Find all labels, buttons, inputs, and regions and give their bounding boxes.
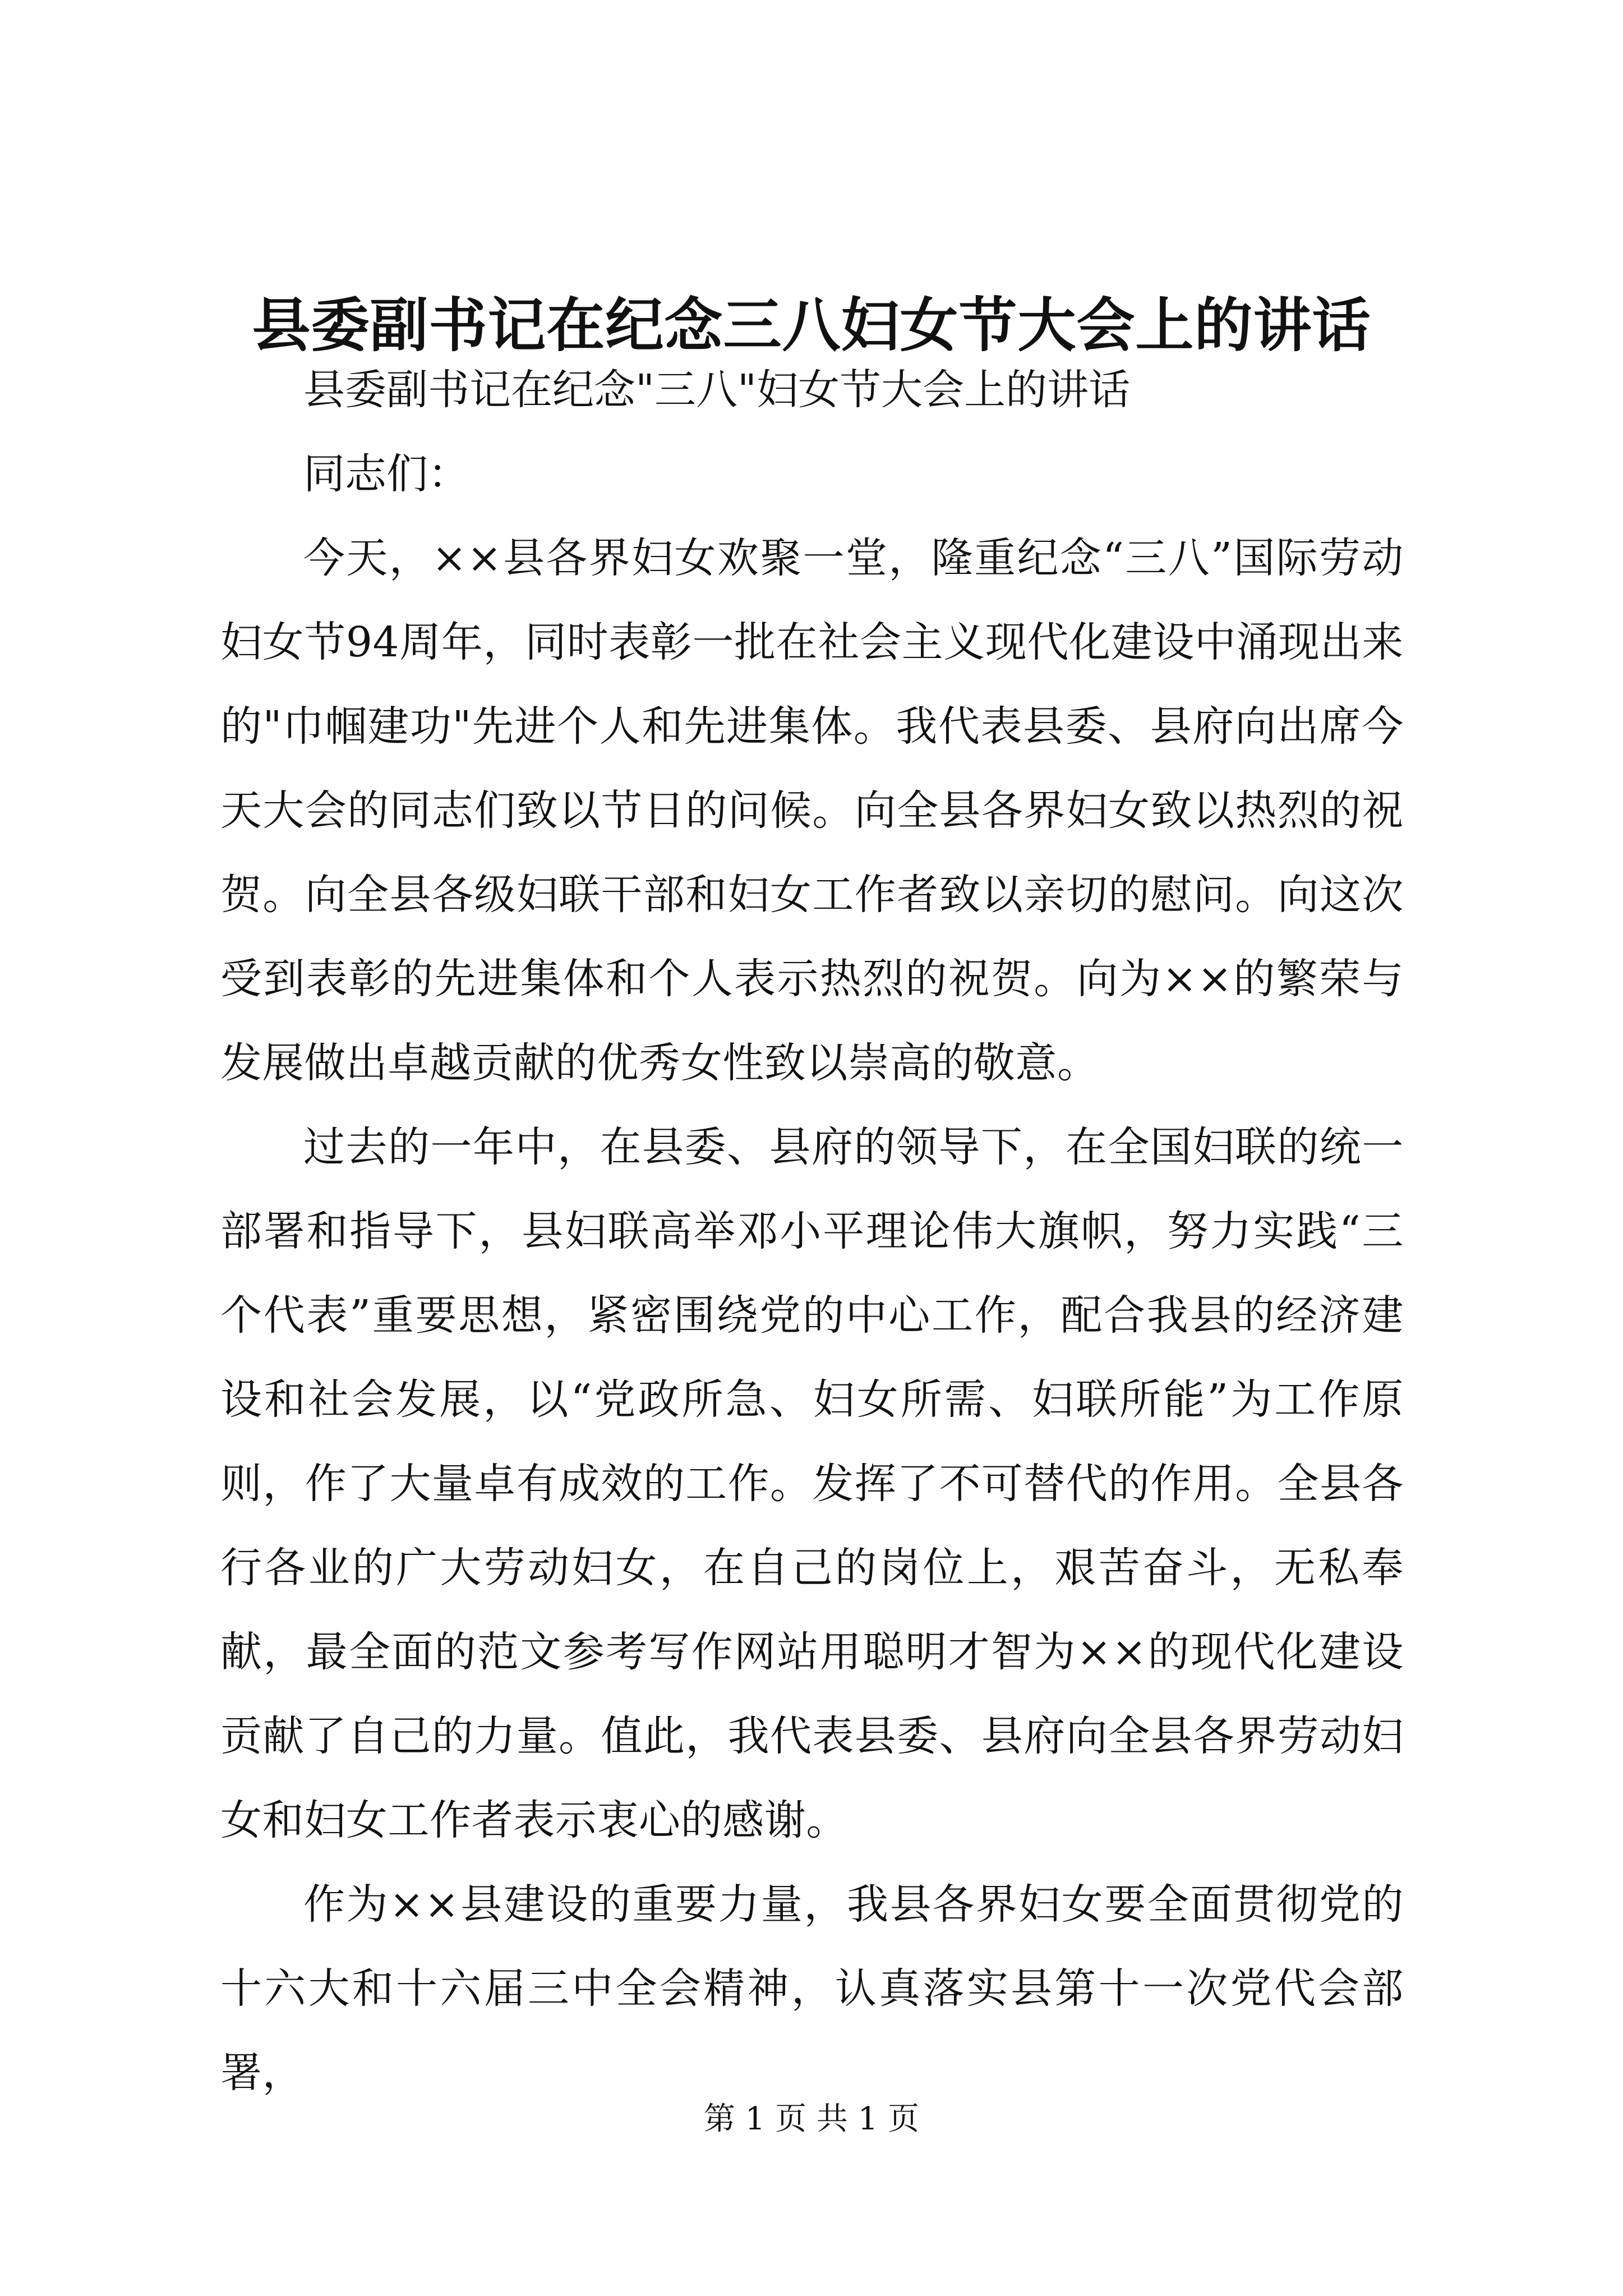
document-title: 县委副书记在纪念三八妇女节大会上的讲话 xyxy=(252,291,1371,360)
paragraph-2: 过去的一年中，在县委、县府的领导下，在全国妇联的统一部署和指导下，县妇联高举邓小平理论伟大旗帜，努力实践“三个代表”重要思想，紧密围绕党的中心工作，配合我县的经济建设和社会发展，以“党政所急、妇女所需、妇联所能”为工作原则，作了大量卓有成效的工作。发挥了不可替代的作用。全县各行各业的广大劳动妇女，在自己的岗位上，艰苦奋斗，无私奉献，最全面的范文参考写作网站用聪明才智为××的现代化建设贡献了自己的力量。值此，我代表县委、县府向全县各界劳动妇女和妇女工作者表示衷心的感谢。 xyxy=(220,1123,1404,1844)
document-body xyxy=(220,348,1404,2115)
document-subtitle: 县委副书记在纪念"三八"妇女节大会上的讲话 xyxy=(303,366,1131,414)
paragraph-1: 今天，××县各界妇女欢聚一堂，隆重纪念“三八”国际劳动妇女节94周年，同时表彰一批在社会主义现代化建设中涌现出来的"巾帼建功"先进个人和先进集体。我代表县委、县府向出席今天大会的同志们致以节日的问候。向全县各界妇女致以热烈的祝贺。向全县各级妇联干部和妇女工作者致以亲切的慰问。向这次受到表彰的先进集体和个人表示热烈的祝贺。向为××的繁荣与发展做出卓越贡献的优秀女性致以崇高的敬意。 xyxy=(220,534,1404,1087)
page-footer: 第 1 页 共 1 页 xyxy=(703,2101,920,2137)
paragraph-3: 作为××县建设的重要力量，我县各界妇女要全面贯彻党的十六大和十六届三中全会精神，认真落实县第十一次党代会部署， xyxy=(220,1880,1404,2097)
salutation: 同志们： xyxy=(303,450,469,498)
